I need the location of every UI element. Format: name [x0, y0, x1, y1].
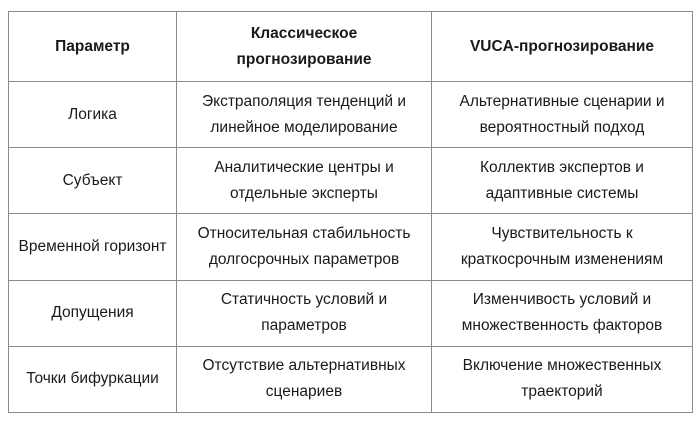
- table-row: [9, 82, 693, 148]
- table-row: [9, 214, 693, 280]
- row-parameter-cell: Допущения: [9, 280, 177, 346]
- row-classic-cell: Относительная стабильность долгосрочных параметров: [177, 214, 432, 280]
- comparison-table: [8, 11, 693, 413]
- row-vuca-cell: Коллектив экспертов и адаптивные системы: [432, 148, 693, 214]
- row-classic-cell: Отсутствие альтернативных сценариев: [177, 346, 432, 412]
- header-vuca-forecasting: VUCA-прогнозирование: [432, 12, 693, 82]
- row-parameter-cell: Временной горизонт: [9, 214, 177, 280]
- table-row: [9, 280, 693, 346]
- row-vuca-cell: Включение множественных траекторий: [432, 346, 693, 412]
- row-parameter-cell: Субъект: [9, 148, 177, 214]
- table-row: [9, 346, 693, 412]
- row-vuca-cell: Чувствительность к краткосрочным изменениям: [432, 214, 693, 280]
- table-row: [9, 148, 693, 214]
- row-vuca-cell: Изменчивость условий и множественность факторов: [432, 280, 693, 346]
- row-classic-cell: Статичность условий и параметров: [177, 280, 432, 346]
- header-classic-forecasting: Классическое прогнозирование: [177, 12, 432, 82]
- row-parameter-cell: Логика: [9, 82, 177, 148]
- header-parameter: Параметр: [9, 12, 177, 82]
- row-classic-cell: Экстраполяция тенденций и линейное моделирование: [177, 82, 432, 148]
- row-vuca-cell: Альтернативные сценарии и вероятностный подход: [432, 82, 693, 148]
- row-classic-cell: Аналитические центры и отдельные эксперты: [177, 148, 432, 214]
- table-header-row: [9, 12, 693, 82]
- row-parameter-cell: Точки бифуркации: [9, 346, 177, 412]
